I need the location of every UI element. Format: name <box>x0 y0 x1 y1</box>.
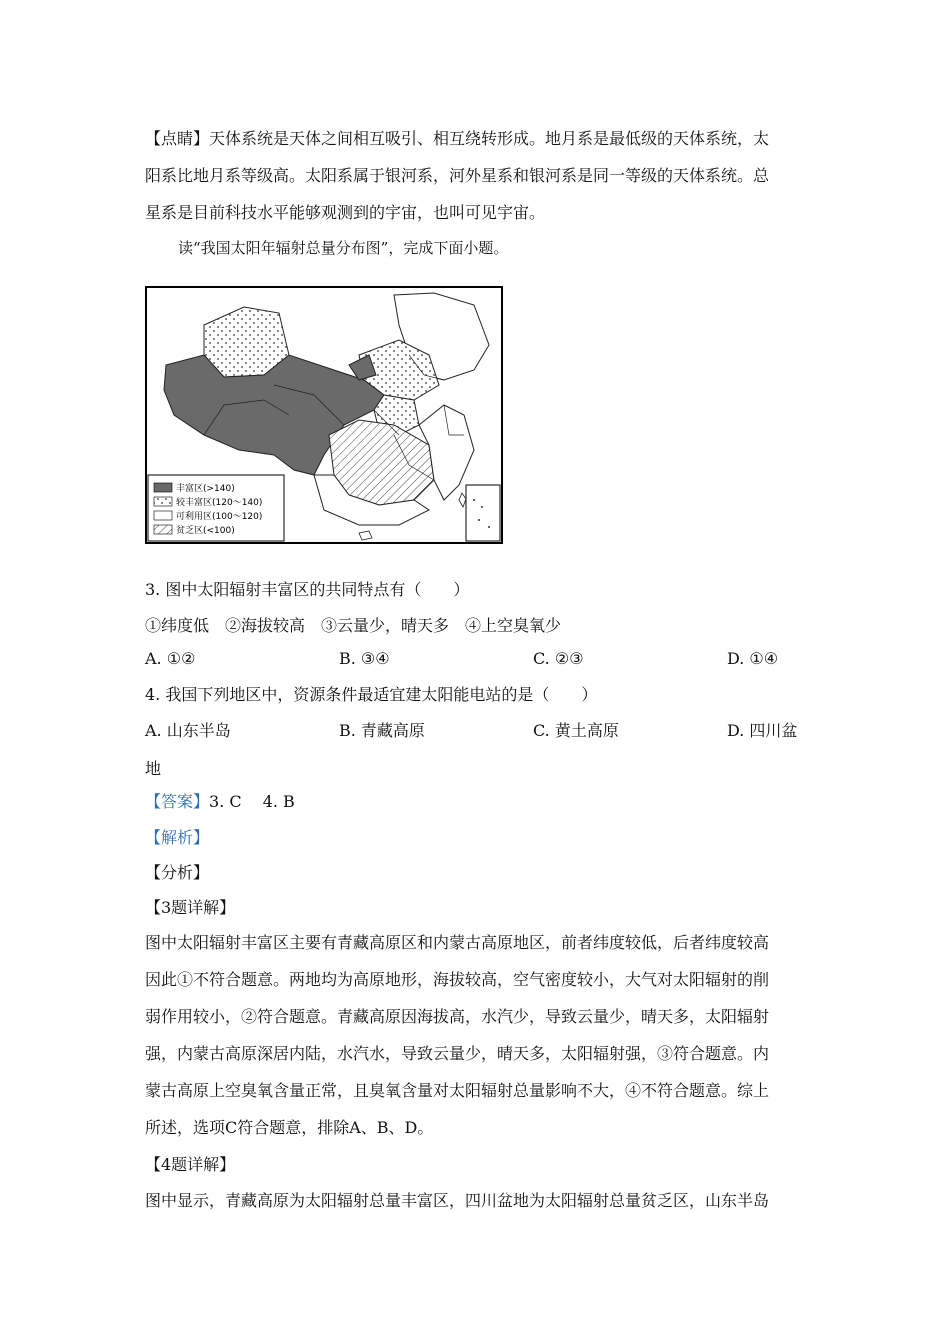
q4-stem: 4. 我国下列地区中，资源条件最适宜建太阳能电站的是（ ） <box>145 685 598 704</box>
q3-detail-title: 【3题详解】 <box>145 898 236 917</box>
intro-line-1: 【点睛】天体系统是天体之间相互吸引、相互绕转形成。地月系是最低级的天体系统，太 <box>145 129 770 148</box>
fenxi-label: 【分析】 <box>145 863 210 882</box>
q4-option-a: A. 山东半岛 <box>145 721 231 740</box>
legend-label-usable: 可利用区(100～120) <box>176 512 263 522</box>
intro-line-2: 阳系比地月系等级高。太阳系属于银河系，河外星系和银河系是同一等级的天体系统。总 <box>145 166 770 185</box>
answer-line <box>145 791 815 813</box>
q3-detail-line: 弱作用较小，②符合题意。青藏高原因海拔高，水汽少，导致云量少，晴天多，太阳辐射 <box>145 1007 770 1026</box>
q4-option-b: B. 青藏高原 <box>339 721 425 740</box>
q3-detail-line: 因此①不符合题意。两地均为高原地形，海拔较高，空气密度较小，大气对太阳辐射的削 <box>145 970 770 989</box>
q3-stem: 3. 图中太阳辐射丰富区的共同特点有（ ） <box>145 580 470 599</box>
south-china-sea-inset <box>466 485 500 541</box>
answer-label: 【答案】 <box>145 792 210 811</box>
q3-option-a: A. ①② <box>145 649 196 668</box>
legend-label-poor: 贫乏区(<100) <box>176 526 235 536</box>
q4-detail-title: 【4题详解】 <box>145 1155 236 1174</box>
q4-detail-line: 图中显示，青藏高原为太阳辐射总量丰富区，四川盆地为太阳辐射总量贫乏区，山东半岛 <box>145 1191 770 1210</box>
q3-detail-line: 蒙古高原上空臭氧含量正常，且臭氧含量对太阳辐射总量影响不大，④不符合题意。综上 <box>145 1081 770 1100</box>
q3-detail-line: 强，内蒙古高原深居内陆，水汽水，导致云量少，晴天多，太阳辐射强，③符合题意。内 <box>145 1044 770 1063</box>
intro-line-3: 星系是目前科技水平能够观测到的宇宙，也叫可见宇宙。 <box>145 203 546 222</box>
q4-option-d-wrap: 地 <box>145 759 162 778</box>
map-legend <box>148 475 284 541</box>
map-caption: 读“我国太阳年辐射总量分布图”，完成下面小题。 <box>178 239 509 257</box>
answer-text: 3. C 4. B <box>209 792 295 811</box>
q3-detail-line: 所述，选项C符合题意，排除A、B、D。 <box>145 1118 434 1137</box>
q3-detail-line: 图中太阳辐射丰富区主要有青藏高原区和内蒙古高原地区，前者纬度较低，后者纬度较高 <box>145 933 770 952</box>
china-solar-radiation-map <box>144 285 504 545</box>
legend-label-rich: 丰富区(>140) <box>176 484 235 494</box>
q4-option-c: C. 黄土高原 <box>533 721 619 740</box>
q3-option-b: B. ③④ <box>339 649 390 668</box>
q3-option-d: D. ①④ <box>727 649 779 668</box>
q3-option-c: C. ②③ <box>533 649 584 668</box>
legend-label-fairly-rich: 较丰富区(120～140) <box>176 498 263 508</box>
q3-items: ①纬度低 ②海拔较高 ③云量少，晴天多 ④上空臭氧少 <box>145 616 562 635</box>
analysis-label: 【解析】 <box>145 828 210 847</box>
q4-option-d: D. 四川盆 <box>727 721 798 740</box>
